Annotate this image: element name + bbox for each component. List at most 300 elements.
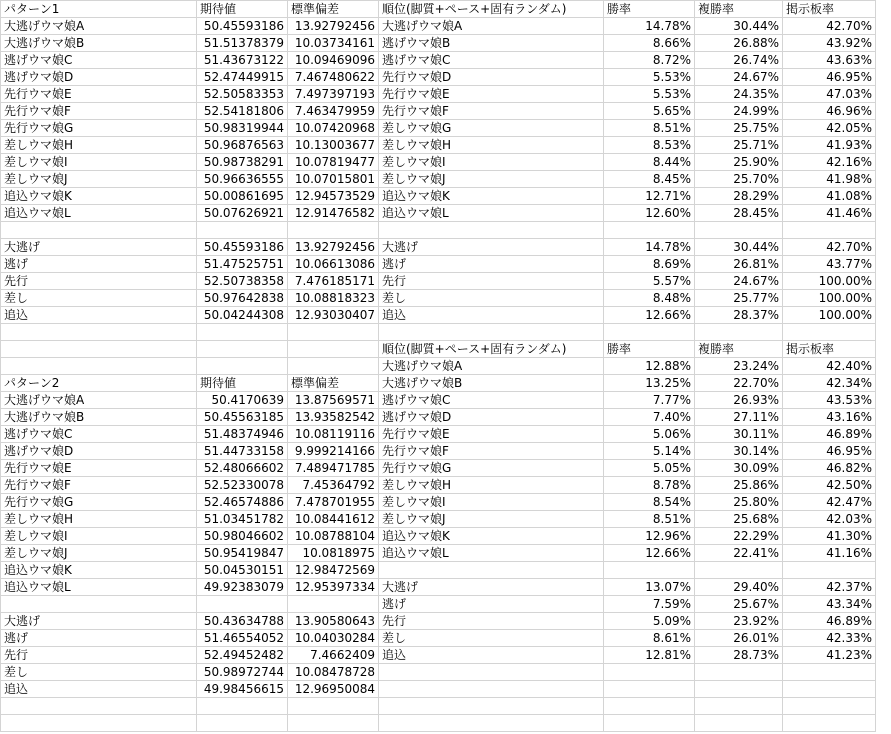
cell[interactable]	[695, 664, 783, 681]
cell[interactable]: 13.93582542	[288, 409, 379, 426]
cell[interactable]: 5.05%	[604, 460, 695, 477]
cell[interactable]: 46.96%	[783, 103, 876, 120]
cell[interactable]: 追込ウマ娘K	[1, 188, 197, 205]
cell[interactable]: 23.24%	[695, 358, 783, 375]
cell[interactable]: 大逃げウマ娘A	[1, 392, 197, 409]
cell[interactable]	[783, 698, 876, 715]
cell[interactable]: 10.04030284	[288, 630, 379, 647]
cell[interactable]: 10.07015801	[288, 171, 379, 188]
cell[interactable]: 8.51%	[604, 120, 695, 137]
cell[interactable]	[783, 664, 876, 681]
cell[interactable]: 42.37%	[783, 579, 876, 596]
cell[interactable]: 12.81%	[604, 647, 695, 664]
cell[interactable]: 52.50583353	[197, 86, 288, 103]
cell[interactable]: 25.70%	[695, 171, 783, 188]
cell[interactable]: 差しウマ娘I	[379, 494, 604, 511]
cell[interactable]: 期待値	[197, 1, 288, 18]
cell[interactable]: 先行ウマ娘F	[379, 443, 604, 460]
cell[interactable]: 41.16%	[783, 545, 876, 562]
cell[interactable]: 12.98472569	[288, 562, 379, 579]
cell[interactable]: 12.96950084	[288, 681, 379, 698]
cell[interactable]: 12.71%	[604, 188, 695, 205]
cell[interactable]: 追込ウマ娘L	[1, 205, 197, 222]
cell[interactable]: 大逃げウマ娘A	[1, 18, 197, 35]
cell[interactable]: 12.88%	[604, 358, 695, 375]
cell[interactable]: 7.478701955	[288, 494, 379, 511]
cell[interactable]: 先行ウマ娘D	[379, 69, 604, 86]
cell[interactable]: 22.41%	[695, 545, 783, 562]
cell[interactable]: 52.52330078	[197, 477, 288, 494]
cell[interactable]: 14.78%	[604, 18, 695, 35]
cell[interactable]: 10.08818323	[288, 290, 379, 307]
cell[interactable]: 順位(脚質+ペース+固有ランダム)	[379, 1, 604, 18]
cell[interactable]: 25.86%	[695, 477, 783, 494]
cell[interactable]: 43.77%	[783, 256, 876, 273]
cell[interactable]: パターン2	[1, 375, 197, 392]
cell[interactable]: 12.66%	[604, 307, 695, 324]
cell[interactable]: 追込ウマ娘K	[379, 188, 604, 205]
cell[interactable]	[379, 664, 604, 681]
cell[interactable]: 追込ウマ娘K	[1, 562, 197, 579]
cell[interactable]: 逃げ	[1, 630, 197, 647]
cell[interactable]	[604, 698, 695, 715]
cell[interactable]: 差し	[379, 630, 604, 647]
cell[interactable]	[604, 715, 695, 732]
cell[interactable]: 差しウマ娘J	[379, 511, 604, 528]
cell[interactable]: 25.67%	[695, 596, 783, 613]
cell[interactable]: 8.54%	[604, 494, 695, 511]
cell[interactable]: 先行	[1, 273, 197, 290]
cell[interactable]: 逃げウマ娘C	[1, 426, 197, 443]
cell[interactable]: 50.4170639	[197, 392, 288, 409]
cell[interactable]: 26.81%	[695, 256, 783, 273]
cell[interactable]: 46.89%	[783, 426, 876, 443]
cell[interactable]: 27.11%	[695, 409, 783, 426]
cell[interactable]: 50.04244308	[197, 307, 288, 324]
cell[interactable]: 差しウマ娘H	[379, 477, 604, 494]
cell[interactable]	[1, 596, 197, 613]
cell[interactable]: 50.00861695	[197, 188, 288, 205]
cell[interactable]: 42.05%	[783, 120, 876, 137]
cell[interactable]	[783, 715, 876, 732]
cell[interactable]: 13.92792456	[288, 18, 379, 35]
cell[interactable]: 大逃げウマ娘B	[1, 35, 197, 52]
cell[interactable]: 7.77%	[604, 392, 695, 409]
cell[interactable]: 勝率	[604, 1, 695, 18]
cell[interactable]: 標準偏差	[288, 375, 379, 392]
cell[interactable]: 42.33%	[783, 630, 876, 647]
cell[interactable]	[197, 715, 288, 732]
cell[interactable]: 掲示板率	[783, 1, 876, 18]
cell[interactable]	[288, 222, 379, 239]
cell[interactable]: 追込ウマ娘L	[379, 545, 604, 562]
cell[interactable]	[604, 222, 695, 239]
cell[interactable]: 30.44%	[695, 18, 783, 35]
cell[interactable]: 52.48066602	[197, 460, 288, 477]
cell[interactable]: 先行ウマ娘E	[379, 426, 604, 443]
cell[interactable]: 5.14%	[604, 443, 695, 460]
cell[interactable]: 8.44%	[604, 154, 695, 171]
cell[interactable]: 24.99%	[695, 103, 783, 120]
cell[interactable]: 50.97642838	[197, 290, 288, 307]
cell[interactable]: 追込	[379, 647, 604, 664]
cell[interactable]: 逃げウマ娘C	[1, 52, 197, 69]
cell[interactable]: 12.96%	[604, 528, 695, 545]
cell[interactable]: 追込ウマ娘L	[379, 205, 604, 222]
cell[interactable]: 52.46574886	[197, 494, 288, 511]
cell[interactable]: 大逃げ	[1, 239, 197, 256]
cell[interactable]: 差しウマ娘J	[1, 545, 197, 562]
cell[interactable]: 41.08%	[783, 188, 876, 205]
cell[interactable]	[1, 715, 197, 732]
cell[interactable]: 100.00%	[783, 273, 876, 290]
cell[interactable]: 差し	[1, 664, 197, 681]
cell[interactable]: 12.66%	[604, 545, 695, 562]
cell[interactable]: 大逃げウマ娘A	[379, 358, 604, 375]
cell[interactable]	[604, 681, 695, 698]
cell[interactable]: 7.497397193	[288, 86, 379, 103]
cell[interactable]: 42.70%	[783, 18, 876, 35]
cell[interactable]: 43.53%	[783, 392, 876, 409]
cell[interactable]: 複勝率	[695, 1, 783, 18]
cell[interactable]: 8.78%	[604, 477, 695, 494]
cell[interactable]: 12.93030407	[288, 307, 379, 324]
cell[interactable]: 12.95397334	[288, 579, 379, 596]
cell[interactable]: 22.29%	[695, 528, 783, 545]
cell[interactable]: 差しウマ娘H	[1, 137, 197, 154]
cell[interactable]: 30.09%	[695, 460, 783, 477]
cell[interactable]: 勝率	[604, 341, 695, 358]
cell[interactable]: 50.45593186	[197, 239, 288, 256]
cell[interactable]: 51.48374946	[197, 426, 288, 443]
cell[interactable]: 逃げ	[379, 596, 604, 613]
cell[interactable]: 先行ウマ娘F	[1, 103, 197, 120]
cell[interactable]: 23.92%	[695, 613, 783, 630]
cell[interactable]: 7.59%	[604, 596, 695, 613]
cell[interactable]	[783, 222, 876, 239]
cell[interactable]	[695, 698, 783, 715]
cell[interactable]	[288, 324, 379, 341]
cell[interactable]	[695, 324, 783, 341]
cell[interactable]: 25.80%	[695, 494, 783, 511]
cell[interactable]: 50.07626921	[197, 205, 288, 222]
cell[interactable]	[379, 324, 604, 341]
cell[interactable]: 12.94573529	[288, 188, 379, 205]
cell[interactable]: 42.70%	[783, 239, 876, 256]
cell[interactable]: 8.53%	[604, 137, 695, 154]
cell[interactable]: 追込	[1, 681, 197, 698]
cell[interactable]	[695, 562, 783, 579]
cell[interactable]: 28.45%	[695, 205, 783, 222]
cell[interactable]: 42.50%	[783, 477, 876, 494]
cell[interactable]: 30.44%	[695, 239, 783, 256]
cell[interactable]: 13.92792456	[288, 239, 379, 256]
cell[interactable]: 8.72%	[604, 52, 695, 69]
cell[interactable]: 26.93%	[695, 392, 783, 409]
cell[interactable]: 50.43634788	[197, 613, 288, 630]
cell[interactable]: 14.78%	[604, 239, 695, 256]
cell[interactable]: 13.90580643	[288, 613, 379, 630]
cell[interactable]: 5.57%	[604, 273, 695, 290]
cell[interactable]: 41.23%	[783, 647, 876, 664]
cell[interactable]: 13.07%	[604, 579, 695, 596]
cell[interactable]: 7.467480622	[288, 69, 379, 86]
cell[interactable]: 差しウマ娘J	[1, 171, 197, 188]
cell[interactable]: 先行ウマ娘E	[1, 86, 197, 103]
cell[interactable]: 52.54181806	[197, 103, 288, 120]
cell[interactable]: 50.98319944	[197, 120, 288, 137]
cell[interactable]: 41.93%	[783, 137, 876, 154]
cell[interactable]	[288, 698, 379, 715]
cell[interactable]	[379, 681, 604, 698]
cell[interactable]: 大逃げ	[379, 579, 604, 596]
cell[interactable]: 5.53%	[604, 86, 695, 103]
cell[interactable]: 差しウマ娘J	[379, 171, 604, 188]
cell[interactable]: 43.63%	[783, 52, 876, 69]
cell[interactable]: 52.50738358	[197, 273, 288, 290]
cell[interactable]: 51.03451782	[197, 511, 288, 528]
cell[interactable]: 逃げウマ娘C	[379, 52, 604, 69]
cell[interactable]: 先行ウマ娘E	[1, 460, 197, 477]
cell[interactable]: 逃げ	[1, 256, 197, 273]
cell[interactable]: 先行ウマ娘G	[379, 460, 604, 477]
cell[interactable]: 5.09%	[604, 613, 695, 630]
cell[interactable]: 46.95%	[783, 69, 876, 86]
cell[interactable]: 24.67%	[695, 69, 783, 86]
cell[interactable]: 逃げ	[379, 256, 604, 273]
cell[interactable]: 28.37%	[695, 307, 783, 324]
cell[interactable]: 25.77%	[695, 290, 783, 307]
cell[interactable]: 5.65%	[604, 103, 695, 120]
cell[interactable]: 先行ウマ娘G	[1, 120, 197, 137]
cell[interactable]: 26.88%	[695, 35, 783, 52]
cell[interactable]: 8.69%	[604, 256, 695, 273]
cell[interactable]: 大逃げウマ娘A	[379, 18, 604, 35]
cell[interactable]: 逃げウマ娘C	[379, 392, 604, 409]
cell[interactable]: 28.29%	[695, 188, 783, 205]
cell[interactable]: 差し	[1, 290, 197, 307]
cell[interactable]	[197, 596, 288, 613]
cell[interactable]: 51.51378379	[197, 35, 288, 52]
cell[interactable]: 先行	[379, 273, 604, 290]
cell[interactable]: 13.25%	[604, 375, 695, 392]
cell[interactable]: 掲示板率	[783, 341, 876, 358]
cell[interactable]: 50.98972744	[197, 664, 288, 681]
cell[interactable]	[604, 664, 695, 681]
cell[interactable]: 先行	[379, 613, 604, 630]
cell[interactable]: 52.47449915	[197, 69, 288, 86]
cell[interactable]	[604, 562, 695, 579]
cell[interactable]: 10.08441612	[288, 511, 379, 528]
cell[interactable]: 50.45593186	[197, 18, 288, 35]
cell[interactable]: 8.66%	[604, 35, 695, 52]
cell[interactable]: 先行ウマ娘F	[379, 103, 604, 120]
cell[interactable]: 43.92%	[783, 35, 876, 52]
cell[interactable]	[695, 681, 783, 698]
cell[interactable]: 大逃げ	[379, 239, 604, 256]
cell[interactable]: 10.06613086	[288, 256, 379, 273]
cell[interactable]: 50.96636555	[197, 171, 288, 188]
cell[interactable]: 8.61%	[604, 630, 695, 647]
cell[interactable]: 標準偏差	[288, 1, 379, 18]
cell[interactable]: 22.70%	[695, 375, 783, 392]
cell[interactable]: 52.49452482	[197, 647, 288, 664]
cell[interactable]: 51.46554052	[197, 630, 288, 647]
cell[interactable]: 順位(脚質+ペース+固有ランダム)	[379, 341, 604, 358]
cell[interactable]	[604, 324, 695, 341]
cell[interactable]	[197, 222, 288, 239]
cell[interactable]	[379, 698, 604, 715]
cell[interactable]: 10.07819477	[288, 154, 379, 171]
cell[interactable]: 50.95419847	[197, 545, 288, 562]
cell[interactable]	[783, 562, 876, 579]
cell[interactable]: 25.90%	[695, 154, 783, 171]
cell[interactable]: 先行ウマ娘G	[1, 494, 197, 511]
cell[interactable]	[1, 341, 197, 358]
cell[interactable]	[288, 596, 379, 613]
cell[interactable]: 差しウマ娘I	[1, 154, 197, 171]
cell[interactable]: 30.11%	[695, 426, 783, 443]
cell[interactable]: 7.40%	[604, 409, 695, 426]
cell[interactable]: 28.73%	[695, 647, 783, 664]
cell[interactable]: 大逃げウマ娘B	[1, 409, 197, 426]
cell[interactable]: 8.51%	[604, 511, 695, 528]
cell[interactable]: 50.04530151	[197, 562, 288, 579]
cell[interactable]: 30.14%	[695, 443, 783, 460]
cell[interactable]: 追込	[379, 307, 604, 324]
cell[interactable]: パターン1	[1, 1, 197, 18]
cell[interactable]: 46.89%	[783, 613, 876, 630]
cell[interactable]: 10.08788104	[288, 528, 379, 545]
cell[interactable]: 追込ウマ娘K	[379, 528, 604, 545]
cell[interactable]	[288, 358, 379, 375]
cell[interactable]: 13.87569571	[288, 392, 379, 409]
cell[interactable]	[197, 341, 288, 358]
cell[interactable]: 50.45563185	[197, 409, 288, 426]
cell[interactable]	[1, 698, 197, 715]
cell[interactable]	[783, 681, 876, 698]
cell[interactable]: 5.06%	[604, 426, 695, 443]
cell[interactable]: 29.40%	[695, 579, 783, 596]
cell[interactable]: 先行ウマ娘E	[379, 86, 604, 103]
cell[interactable]	[379, 222, 604, 239]
cell[interactable]: 7.4662409	[288, 647, 379, 664]
cell[interactable]: 差しウマ娘H	[1, 511, 197, 528]
cell[interactable]: 10.08478728	[288, 664, 379, 681]
cell[interactable]: 9.999214166	[288, 443, 379, 460]
cell[interactable]: 49.92383079	[197, 579, 288, 596]
cell[interactable]: 大逃げウマ娘B	[379, 375, 604, 392]
cell[interactable]: 26.01%	[695, 630, 783, 647]
cell[interactable]	[379, 715, 604, 732]
cell[interactable]: 7.489471785	[288, 460, 379, 477]
cell[interactable]: 49.98456615	[197, 681, 288, 698]
cell[interactable]: 100.00%	[783, 307, 876, 324]
cell[interactable]: 差し	[379, 290, 604, 307]
cell[interactable]: 逃げウマ娘D	[1, 69, 197, 86]
cell[interactable]: 差しウマ娘I	[1, 528, 197, 545]
cell[interactable]	[695, 222, 783, 239]
cell[interactable]	[695, 715, 783, 732]
cell[interactable]: 逃げウマ娘B	[379, 35, 604, 52]
cell[interactable]: 46.95%	[783, 443, 876, 460]
cell[interactable]: 42.34%	[783, 375, 876, 392]
cell[interactable]: 41.98%	[783, 171, 876, 188]
cell[interactable]	[1, 222, 197, 239]
cell[interactable]: 42.03%	[783, 511, 876, 528]
cell[interactable]: 10.03734161	[288, 35, 379, 52]
cell[interactable]	[1, 358, 197, 375]
cell[interactable]: 100.00%	[783, 290, 876, 307]
cell[interactable]: 50.98046602	[197, 528, 288, 545]
cell[interactable]: 8.48%	[604, 290, 695, 307]
cell[interactable]: 差しウマ娘I	[379, 154, 604, 171]
cell[interactable]	[783, 324, 876, 341]
cell[interactable]: 43.16%	[783, 409, 876, 426]
cell[interactable]: 42.16%	[783, 154, 876, 171]
cell[interactable]: 46.82%	[783, 460, 876, 477]
cell[interactable]: 41.30%	[783, 528, 876, 545]
cell[interactable]: 25.68%	[695, 511, 783, 528]
cell[interactable]: 追込ウマ娘L	[1, 579, 197, 596]
cell[interactable]: 差しウマ娘G	[379, 120, 604, 137]
cell[interactable]: 先行ウマ娘F	[1, 477, 197, 494]
cell[interactable]: 26.74%	[695, 52, 783, 69]
cell[interactable]: 10.13003677	[288, 137, 379, 154]
cell[interactable]	[197, 358, 288, 375]
cell[interactable]: 10.07420968	[288, 120, 379, 137]
cell[interactable]: 8.45%	[604, 171, 695, 188]
cell[interactable]: 期待値	[197, 375, 288, 392]
cell[interactable]	[1, 324, 197, 341]
cell[interactable]: 追込	[1, 307, 197, 324]
cell[interactable]: 51.44733158	[197, 443, 288, 460]
cell[interactable]: 7.476185171	[288, 273, 379, 290]
cell[interactable]: 大逃げ	[1, 613, 197, 630]
cell[interactable]: 10.09469096	[288, 52, 379, 69]
cell[interactable]: 10.0818975	[288, 545, 379, 562]
cell[interactable]: 50.96876563	[197, 137, 288, 154]
cell[interactable]: 12.60%	[604, 205, 695, 222]
cell[interactable]	[288, 341, 379, 358]
cell[interactable]: 42.47%	[783, 494, 876, 511]
cell[interactable]	[197, 324, 288, 341]
cell[interactable]: 10.08119116	[288, 426, 379, 443]
cell[interactable]: 24.35%	[695, 86, 783, 103]
cell[interactable]: 51.43673122	[197, 52, 288, 69]
cell[interactable]: 逃げウマ娘D	[379, 409, 604, 426]
cell[interactable]: 7.45364792	[288, 477, 379, 494]
cell[interactable]: 差しウマ娘H	[379, 137, 604, 154]
cell[interactable]: 47.03%	[783, 86, 876, 103]
cell[interactable]: 24.67%	[695, 273, 783, 290]
cell[interactable]: 25.75%	[695, 120, 783, 137]
cell[interactable]: 7.463479959	[288, 103, 379, 120]
cell[interactable]: 先行	[1, 647, 197, 664]
cell[interactable]	[379, 562, 604, 579]
cell[interactable]: 5.53%	[604, 69, 695, 86]
cell[interactable]: 50.98738291	[197, 154, 288, 171]
cell[interactable]: 43.34%	[783, 596, 876, 613]
cell[interactable]	[197, 698, 288, 715]
cell[interactable]: 12.91476582	[288, 205, 379, 222]
cell[interactable]: 41.46%	[783, 205, 876, 222]
cell[interactable]: 25.71%	[695, 137, 783, 154]
cell[interactable]: 複勝率	[695, 341, 783, 358]
cell[interactable]: 42.40%	[783, 358, 876, 375]
cell[interactable]: 51.47525751	[197, 256, 288, 273]
cell[interactable]	[288, 715, 379, 732]
